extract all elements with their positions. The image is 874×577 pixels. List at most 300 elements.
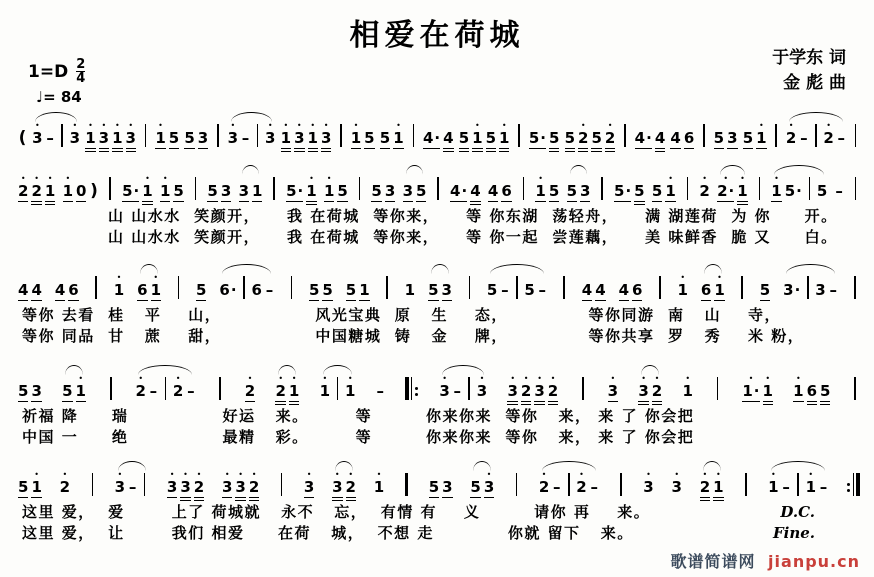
- note: • 1: [351, 123, 361, 153]
- note: • 2: [605, 123, 615, 153]
- arc-spacer: [849, 462, 857, 471]
- music-system: [18, 365, 860, 448]
- note-unit: [578, 366, 587, 406]
- note-unit: [717, 165, 748, 206]
- slur-arc: [231, 112, 273, 122]
- arc-spacer: [374, 166, 392, 175]
- barline: [106, 176, 115, 206]
- score: [18, 112, 860, 556]
- note: 4·: [423, 123, 440, 153]
- note: 3: [580, 176, 590, 206]
- note: • 1: [63, 176, 73, 206]
- note-unit: [63, 166, 99, 206]
- note-unit: [92, 265, 101, 305]
- note-unit: [515, 113, 524, 153]
- arc-spacer: [187, 113, 205, 122]
- note-unit: [270, 166, 279, 206]
- barline: [92, 275, 101, 305]
- note: • 3: [227, 121, 239, 147]
- note-unit: [429, 462, 453, 502]
- note-unit: [184, 113, 208, 153]
- note-unit: [309, 265, 333, 305]
- note-unit: [18, 113, 27, 153]
- arc-spacer: [854, 113, 857, 122]
- note-unit: [213, 113, 222, 153]
- arc-spacer: [379, 366, 382, 375]
- arc-spacer: [702, 113, 705, 122]
- duration-dash: –: [376, 382, 384, 400]
- slur-arc: [442, 365, 484, 375]
- note: 1: [252, 176, 262, 206]
- note-unit: [700, 461, 724, 502]
- note-unit: [614, 166, 645, 206]
- note: 5: [62, 376, 72, 406]
- note: • 1: [113, 273, 125, 299]
- arc-spacer: [95, 265, 98, 274]
- arc-spacer: [358, 166, 361, 175]
- arc-spacer: [290, 265, 293, 274]
- repeat-end: [846, 472, 860, 502]
- note: 5: [169, 123, 179, 153]
- slur-arc: [431, 264, 449, 274]
- note: 3: [385, 176, 395, 206]
- note-unit: [371, 166, 395, 206]
- note-unit: [281, 113, 332, 153]
- note-unit: [507, 366, 558, 406]
- note: 3: [442, 275, 452, 305]
- note-unit: [760, 265, 770, 305]
- note-unit: [106, 366, 115, 406]
- note: 5·: [529, 123, 546, 153]
- note: 5: [591, 123, 601, 153]
- note: • 3: [304, 472, 314, 502]
- barline: [811, 123, 820, 153]
- note: 4: [18, 275, 28, 305]
- duration-dash: –: [265, 281, 274, 299]
- note-unit: [851, 113, 860, 153]
- arc-spacer: [284, 113, 329, 122]
- barline: [515, 123, 524, 153]
- note: 5: [371, 176, 381, 206]
- note-unit: [137, 264, 161, 305]
- note: • 1: [306, 176, 316, 206]
- arc-spacer: [581, 366, 584, 375]
- slur-arc: [242, 165, 260, 175]
- note: • 1: [737, 176, 747, 206]
- arc-spacer: [408, 366, 416, 375]
- barline: [465, 376, 474, 406]
- note: • 1: [714, 275, 724, 305]
- barline: [161, 376, 170, 406]
- arc-spacer: [716, 366, 719, 375]
- note: 3: [815, 281, 826, 299]
- note: • 2: [31, 176, 41, 206]
- note: 4: [470, 176, 480, 206]
- note: • 2: [172, 374, 184, 400]
- note-unit: [85, 113, 136, 153]
- note-unit: [655, 265, 664, 305]
- note-unit: [560, 265, 569, 305]
- slur-arc: [786, 264, 835, 274]
- note-unit: [245, 366, 255, 406]
- music-system: [18, 165, 860, 248]
- slur-arc: [774, 165, 824, 175]
- note-unit: [699, 166, 709, 206]
- note: 4·: [635, 123, 652, 153]
- note: 4: [488, 176, 498, 206]
- meter-numerator: 2: [76, 57, 86, 72]
- arc-spacer: [219, 366, 222, 375]
- arc-spacer: [568, 113, 613, 122]
- note-unit: [621, 113, 630, 153]
- note-unit: [337, 113, 346, 153]
- note: • 3: [534, 376, 544, 406]
- notes-row: [18, 365, 860, 406]
- note-unit: [487, 264, 547, 305]
- note: • 1: [31, 472, 41, 502]
- music-system: [18, 264, 860, 347]
- barline: [519, 176, 528, 206]
- arc-spacer: [91, 462, 94, 471]
- rest-note: 0: [76, 176, 86, 206]
- arc-spacer: [532, 113, 557, 122]
- note-unit: [772, 113, 781, 153]
- note: • 1: [85, 123, 95, 153]
- note-unit: [18, 265, 42, 305]
- note-unit: [635, 113, 666, 153]
- arc-spacer: [601, 166, 604, 175]
- note: • 2: [700, 472, 710, 502]
- note-unit: [638, 365, 662, 406]
- note: 3: [198, 123, 208, 153]
- arc-spacer: [763, 265, 767, 274]
- note-unit: [529, 113, 560, 153]
- note: • 3: [671, 470, 682, 496]
- note: • 1: [393, 123, 403, 153]
- note: • 1: [142, 176, 152, 206]
- note: 5: [760, 275, 770, 305]
- arc-spacer: [408, 265, 412, 274]
- arc-spacer: [838, 166, 841, 175]
- note: • 1: [756, 123, 766, 153]
- note: • 2: [699, 174, 710, 200]
- arc-spacer: [462, 113, 507, 122]
- note: • 1: [763, 376, 773, 406]
- arc-spacer: [563, 265, 566, 274]
- note-unit: [409, 113, 418, 153]
- lyrics-line-verse-1: 等你 去看 桂 平 山， 风光宝典 原 生 态， 等你同游 南 山 寺，: [22, 306, 781, 324]
- note: • 1: [771, 176, 781, 206]
- note: • 1: [768, 470, 779, 496]
- note: 5: [486, 281, 498, 299]
- credits: [772, 46, 846, 96]
- note: 5: [364, 123, 374, 153]
- slur-arc: [138, 365, 192, 375]
- barline: [277, 472, 286, 502]
- arc-spacer: [522, 166, 525, 175]
- note: • 1: [805, 470, 816, 496]
- duration-dash: –: [128, 478, 137, 496]
- note: 5: [428, 275, 438, 305]
- note-unit: [374, 462, 384, 502]
- note-unit: [135, 365, 195, 406]
- arc-spacer: [515, 462, 518, 471]
- note-unit: [207, 166, 231, 206]
- note-unit: [535, 166, 559, 206]
- note: 5: [820, 376, 830, 406]
- note: 5: [652, 176, 662, 206]
- note-unit: [286, 166, 317, 206]
- barline: [683, 176, 692, 206]
- note-unit: [196, 265, 206, 305]
- barline: [621, 123, 630, 153]
- note: 5: [816, 182, 828, 200]
- note: • 3: [99, 123, 109, 153]
- note: 4·: [450, 176, 467, 206]
- tempo-marking: ♩= 84: [36, 88, 82, 106]
- note: 5: [380, 123, 390, 153]
- arc-spacer: [109, 166, 112, 175]
- note-unit: [783, 264, 838, 305]
- note-unit: [488, 166, 512, 206]
- note-unit: [62, 365, 86, 406]
- duration-dash: –: [453, 382, 462, 400]
- note: • 1: [112, 123, 122, 153]
- note-unit: [713, 366, 722, 406]
- slur-arc: [35, 112, 77, 122]
- note-unit: [32, 112, 80, 153]
- arc-spacer: [744, 462, 747, 471]
- duration-dash: –: [835, 182, 843, 200]
- note: 5: [565, 123, 575, 153]
- intro-paren: ): [90, 181, 98, 201]
- barline: [851, 176, 860, 206]
- note-unit: [355, 166, 364, 206]
- arc-spacer: [741, 265, 744, 274]
- barline: [803, 275, 812, 305]
- arc-spacer: [144, 113, 147, 122]
- arc-spacer: [109, 366, 112, 375]
- arc-spacer: [518, 113, 521, 122]
- note: • 2: [548, 376, 558, 406]
- barline: [337, 123, 346, 153]
- duration-dash: –: [241, 129, 250, 147]
- barline: [564, 472, 573, 502]
- slur-arc: [789, 112, 843, 122]
- note-unit: [320, 365, 356, 406]
- note: 4: [619, 275, 629, 305]
- note-unit: [741, 462, 750, 502]
- note-unit: [405, 265, 415, 305]
- note-unit: [701, 264, 725, 305]
- note: • 3: [507, 376, 517, 406]
- note: 5·: [122, 176, 139, 206]
- arc-spacer: [437, 166, 440, 175]
- note-unit: [738, 265, 747, 305]
- arc-spacer: [717, 113, 735, 122]
- note-unit: [18, 462, 42, 502]
- note-unit: [346, 265, 370, 305]
- note-unit: [423, 113, 454, 153]
- barline: [755, 176, 764, 206]
- note: • 3: [32, 121, 43, 147]
- note-unit: [383, 265, 392, 305]
- arc-spacer: [412, 113, 415, 122]
- note: 5: [634, 176, 644, 206]
- note: 4: [443, 123, 453, 153]
- barline: [713, 376, 722, 406]
- barline: [240, 275, 249, 305]
- notes-row: [18, 461, 860, 502]
- note-unit: [565, 113, 616, 153]
- note: • 3: [332, 472, 342, 502]
- note: • 1: [319, 374, 331, 400]
- note: 1: [359, 275, 369, 305]
- note: • 2: [275, 376, 285, 406]
- note-unit: [18, 366, 42, 406]
- time-signature: [76, 58, 85, 85]
- note: 5: [346, 275, 356, 305]
- meter-denominator: 4: [76, 71, 86, 86]
- note: 6: [501, 176, 511, 206]
- note-unit: [439, 365, 487, 406]
- note-unit: [106, 166, 115, 206]
- note: • 3: [114, 470, 126, 496]
- note: • 2·: [717, 176, 734, 206]
- note-unit: [616, 462, 625, 502]
- note: 5: [486, 123, 496, 153]
- arc-spacer: [619, 462, 622, 471]
- note: • 3: [439, 374, 450, 400]
- note-unit: [222, 462, 259, 502]
- note-unit: [405, 366, 419, 406]
- watermark: [670, 549, 860, 572]
- barline: [270, 176, 279, 206]
- note-unit: [216, 366, 225, 406]
- note-unit: [582, 265, 606, 305]
- note: 5: [567, 176, 577, 206]
- note: • 1: [472, 123, 482, 153]
- note: • 1: [373, 470, 385, 496]
- arc-spacer: [340, 113, 343, 122]
- note: 5: [309, 275, 319, 305]
- duration-dash: –: [837, 129, 846, 147]
- barline: [409, 123, 418, 153]
- arc-spacer: [210, 166, 228, 175]
- note-unit: [450, 166, 481, 206]
- note: 6: [701, 275, 711, 305]
- note-unit: [434, 166, 443, 206]
- note-unit: [619, 265, 643, 305]
- note-unit: [239, 165, 263, 206]
- note: • 3: [643, 470, 654, 496]
- note: 3: [442, 472, 452, 502]
- note: • 3: [265, 121, 276, 147]
- note-unit: [287, 265, 296, 305]
- note: 3·: [783, 281, 801, 299]
- note-unit: [677, 265, 687, 305]
- note: • 1: [151, 275, 161, 305]
- arc-spacer: [21, 113, 24, 122]
- note: • 1: [793, 376, 803, 406]
- note: 6: [684, 123, 694, 153]
- barline: [213, 123, 222, 153]
- note: 3: [727, 123, 737, 153]
- arc-spacer: [21, 265, 39, 274]
- note: • 1: [324, 176, 334, 206]
- note-unit: [114, 265, 124, 305]
- barline: [794, 472, 803, 502]
- note: 6: [137, 275, 147, 305]
- note-unit: [191, 166, 200, 206]
- duration-dash: –: [800, 129, 808, 147]
- arc-spacer: [686, 166, 689, 175]
- note-unit: [851, 265, 860, 305]
- note-unit: [519, 166, 528, 206]
- barline: [58, 123, 67, 153]
- barline: [851, 123, 860, 153]
- note-unit: [459, 113, 510, 153]
- arc-spacer: [638, 113, 663, 122]
- barline: [141, 123, 150, 153]
- note: 6: [632, 275, 642, 305]
- watermark-site-link[interactable]: jianpu.cn: [768, 552, 860, 571]
- note-unit: [714, 113, 738, 153]
- song-title: 相爱在荷城: [349, 18, 525, 53]
- note-unit: [470, 461, 494, 502]
- note: 6: [68, 275, 78, 305]
- watermark-site-name: 歌谱简谱网: [670, 552, 756, 571]
- note: • 1: [499, 123, 509, 153]
- note: 1: [404, 281, 416, 299]
- barline: [578, 376, 587, 406]
- barline: [805, 176, 814, 206]
- note: • 2: [245, 376, 255, 406]
- slur-arc: [542, 461, 596, 471]
- barline: [851, 376, 860, 406]
- duration-dash: –: [782, 478, 790, 496]
- note: 5: [549, 176, 559, 206]
- arc-spacer: [491, 166, 509, 175]
- note-unit: [141, 113, 150, 153]
- note: 3: [239, 176, 249, 206]
- arc-spacer: [775, 113, 778, 122]
- note: • 3: [222, 472, 232, 502]
- barline: [741, 472, 750, 502]
- note-unit: [167, 462, 204, 502]
- arc-spacer: [405, 462, 408, 471]
- key-label: 1=D: [28, 61, 69, 82]
- note: 4: [582, 275, 592, 305]
- note: • 2: [576, 470, 587, 496]
- note: • 3: [294, 123, 304, 153]
- note-unit: [670, 113, 694, 153]
- barline: [106, 376, 115, 406]
- lyrics-line-verse-1: 祈福 降 瑞 好运 来。 等 你来你来 等你 来， 来 了 你会把: [22, 407, 695, 425]
- note-unit: [683, 166, 692, 206]
- slur-arc: [222, 264, 271, 274]
- note: 5: [416, 176, 426, 206]
- note: 5·: [614, 176, 631, 206]
- duration-dash: –: [590, 478, 598, 496]
- lyrics-line-verse-2: 等你 同品 甘 蔗 甜， 中国糖城 铸 金 牌， 等你共享 罗 秀 米 粉，: [22, 327, 805, 345]
- arc-spacer: [194, 166, 197, 175]
- barline: [560, 275, 569, 305]
- barline: [88, 472, 97, 502]
- note: 4: [31, 275, 41, 305]
- note-unit: [598, 166, 607, 206]
- note-unit: [160, 166, 184, 206]
